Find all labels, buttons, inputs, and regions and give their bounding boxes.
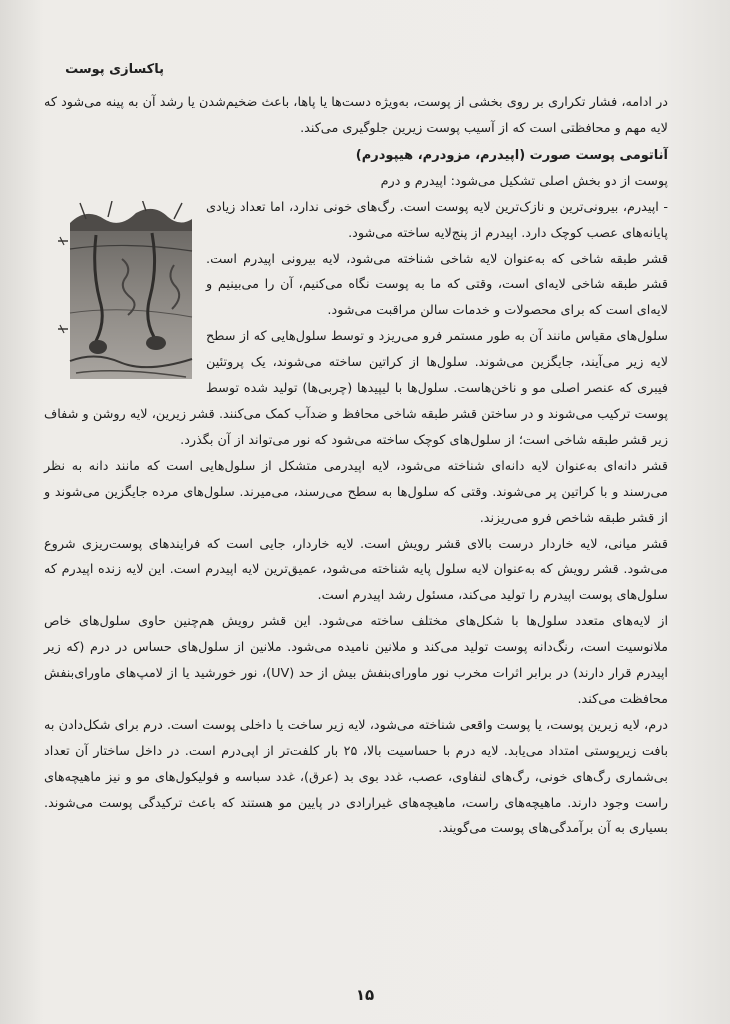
paragraph-3: قشر طبقه شاخی که به‌عنوان لایه شاخی شناخته می‌شود، لایه بیرونی اپیدرم است. قشر طبقه شاخی لایه‌ای است، وقتی که ما به پوست نگاه می‌کنیم، آن را می‌بینیم و لایه‌ای است که برای محصولات و خدمات سالن مراقبت می‌شود.: [206, 251, 668, 319]
running-header: پاکسازی پوست: [65, 62, 164, 77]
paragraph-1: پوست از دو بخش اصلی تشکیل می‌شود: اپیدرم و درم: [380, 173, 668, 189]
page-body: [44, 90, 668, 842]
skin-layers-drawing: [56, 201, 206, 391]
page-number: ۱۵: [355, 986, 375, 1004]
skin-cross-section-illustration: [56, 201, 206, 391]
section-heading: آناتومی پوست صورت (اپیدرم، مزودرم، هیپودرم): [355, 147, 668, 163]
paragraph-6: قشر میانی، لایه خاردار درست بالای قشر رویش است. لایه خاردار، جایی است که فرایندهای پوست‌ریزی شروع می‌شود. قشر رویش که به‌عنوان لایه سلول پایه شناخته می‌شود، عمیق‌ترین لایه اپیدرم است. این لایه زنده اپیدرم که سلول‌های پوست اپیدرم را تولید می‌کند، مسئول رشد اپیدرم است.: [44, 536, 668, 604]
paragraph-5: قشر دانه‌ای به‌عنوان لایه دانه‌ای شناخته می‌شود، لایه اپیدرمی متشکل از سلول‌هایی است که مانند دانه به نظر می‌رسند و با کراتین پر می‌شوند. وقتی که سلول‌ها به سطح می‌رسند، می‌میرند. سلول‌های مرده جایگزین می‌شوند و از قشر طبقه شاخص فرو می‌ریزند.: [44, 458, 668, 526]
paragraph-7: از لایه‌های متعدد سلول‌ها با شکل‌های مختلف ساخته می‌شود. این قشر رویش هم‌چنین حاوی سلول‌های خاص ملانوسیت است، رنگ‌دانه پوست تولید می‌کند و ملانین نامیده می‌شود. ملانین از سلول‌های حساس در درم (که زیر اپیدرم قرار دارند) در برابر اثرات مخرب نور ماورای‌بنفش بیش از حد (UV)، نور خورشید یا از لامپ‌های ماورای‌بنفش محافظت می‌کند.: [44, 614, 668, 707]
paragraph-8: درم، لایه زیرین پوست، یا پوست واقعی شناخته می‌شود، لایه زیر ساخت یا داخلی پوست است. درم برای شکل‌دادن به بافت زیرپوستی امتداد می‌یابد. لایه درم با حساسیت بالا، ۲۵ بار کلفت‌تر از اپی‌درم است. در داخل ساختار آن تعداد بی‌شماری رگ‌های خونی، رگ‌های لنفاوی، عصب، غدد بوی بد (عرق)، غدد سباسه و فولیکول‌های مو و نیز ماهیچه‌های راست وجود دارند. ماهیچه‌های راست، ماهیچه‌های غیرارادی در پایین مو هستند که باعث ترکیدگی پوست می‌شوند. بسیاری به آن برآمدگی‌های پوست می‌گویند.: [44, 717, 669, 837]
intro-paragraph: در ادامه، فشار تکراری بر روی بخشی از پوست، به‌ویژه دست‌ها یا پاها، باعث ضخیم‌شدن یا رشد آن به پینه می‌شود که لایه مهم و محافظتی است که از آسیب پوست زیرین جلوگیری می‌کند.: [44, 95, 668, 136]
paragraph-2: - اپیدرم، بیرونی‌ترین و نازک‌ترین لایه پوست است. رگ‌های خونی ندارد، اما تعداد زیادی پایانه‌های عصب کوچک دارد. اپیدرم از پنج‌لایه ساخته می‌شود.: [206, 199, 668, 241]
paragraph-4: سلول‌های مقیاس مانند آن به طور مستمر فرو می‌ریزد و توسط سلول‌هایی که از سطح لایه زیر می‌آیند، جایگزین می‌شوند. سلول‌ها از کراتین ساخته می‌شوند، یک پروتئین فیبری که عنصر اصلی مو و ناخن‌هاست. سلول‌ها با لیپیدها (چربی‌ها) تولید شده توسط پوست ترکیب می‌شوند و در ساختن قشر طبقه شاخی محافظ و ضدآب کمک می‌کنند. قشر زیرین، لایه روشن و شفاف زیر قشر طبقه شاخی است؛ از سلول‌های کوچک ساخته می‌شود که نور می‌تواند از آن بگذرد.: [44, 329, 668, 448]
